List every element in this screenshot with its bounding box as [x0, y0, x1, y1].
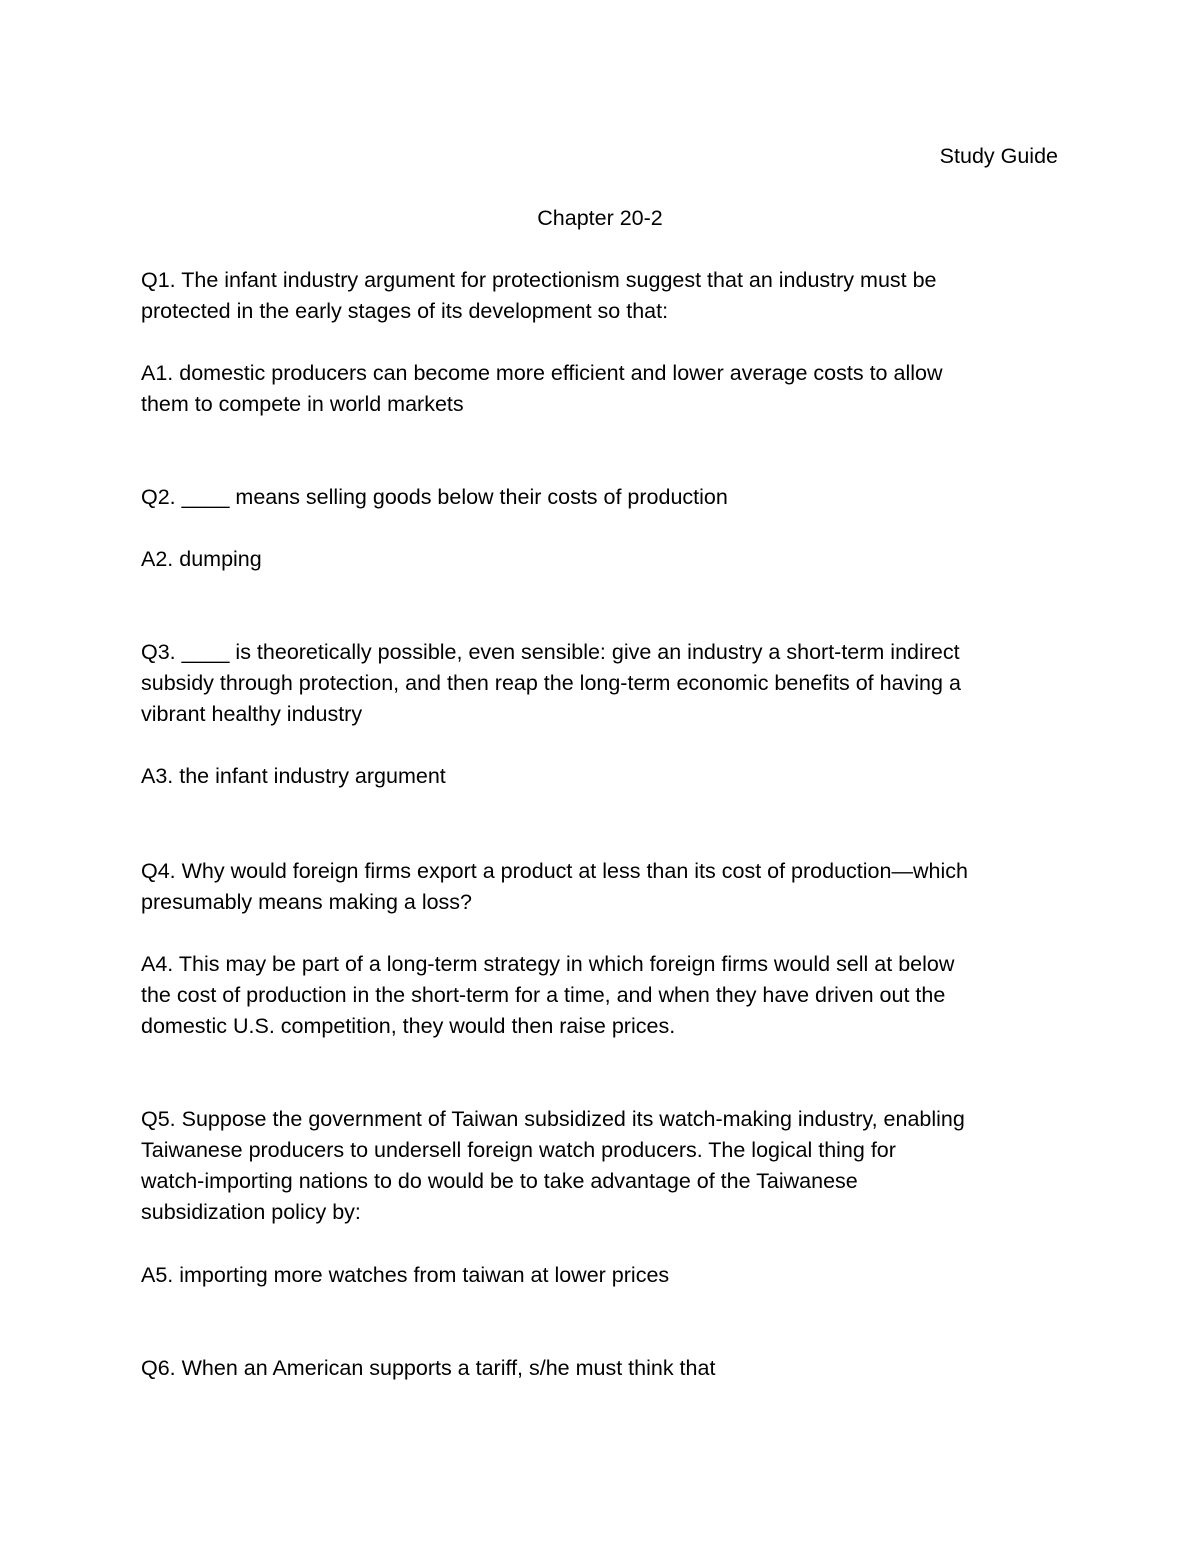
answer-4-line-3: domestic U.S. competition, they would then raise prices.	[141, 1014, 676, 1038]
answer-4-line-1: A4. This may be part of a long-term strategy in which foreign firms would sell at below	[141, 952, 955, 976]
answer-4-line-2: the cost of production in the short-term for a time, and when they have driven out the	[141, 983, 946, 1007]
question-5-line-2: Taiwanese producers to undersell foreign watch producers. The logical thing for	[141, 1138, 896, 1162]
question-1-line-1: Q1. The infant industry argument for protectionism suggest that an industry must be	[141, 268, 937, 292]
answer-1-line-2: them to compete in world markets	[141, 392, 464, 416]
question-5-line-4: subsidization policy by:	[141, 1200, 361, 1224]
question-5-line-1: Q5. Suppose the government of Taiwan subsidized its watch-making industry, enabling	[141, 1107, 965, 1131]
question-3-line-1: Q3. ____ is theoretically possible, even sensible: give an industry a short-term indirect	[141, 640, 960, 664]
question-5-line-3: watch-importing nations to do would be to take advantage of the Taiwanese	[141, 1169, 858, 1193]
question-4-line-2: presumably means making a loss?	[141, 890, 473, 914]
document-header: Study Guide	[939, 144, 1058, 168]
question-3-line-2: subsidy through protection, and then reap the long-term economic benefits of having a	[141, 671, 961, 695]
question-3-line-3: vibrant healthy industry	[141, 702, 363, 726]
answer-2-line-1: A2. dumping	[141, 547, 262, 571]
question-6-line-1: Q6. When an American supports a tariff, s/he must think that	[141, 1356, 716, 1380]
chapter-title: Chapter 20-2	[537, 206, 663, 230]
question-2-line-1: Q2. ____ means selling goods below their costs of production	[141, 485, 728, 509]
question-1-line-2: protected in the early stages of its development so that:	[141, 299, 669, 323]
answer-5-line-1: A5. importing more watches from taiwan at lower prices	[141, 1263, 670, 1287]
question-4-line-1: Q4. Why would foreign firms export a product at less than its cost of production—which	[141, 859, 968, 883]
answer-1-line-1: A1. domestic producers can become more efficient and lower average costs to allow	[141, 361, 943, 385]
answer-3-line-1: A3. the infant industry argument	[141, 764, 446, 788]
